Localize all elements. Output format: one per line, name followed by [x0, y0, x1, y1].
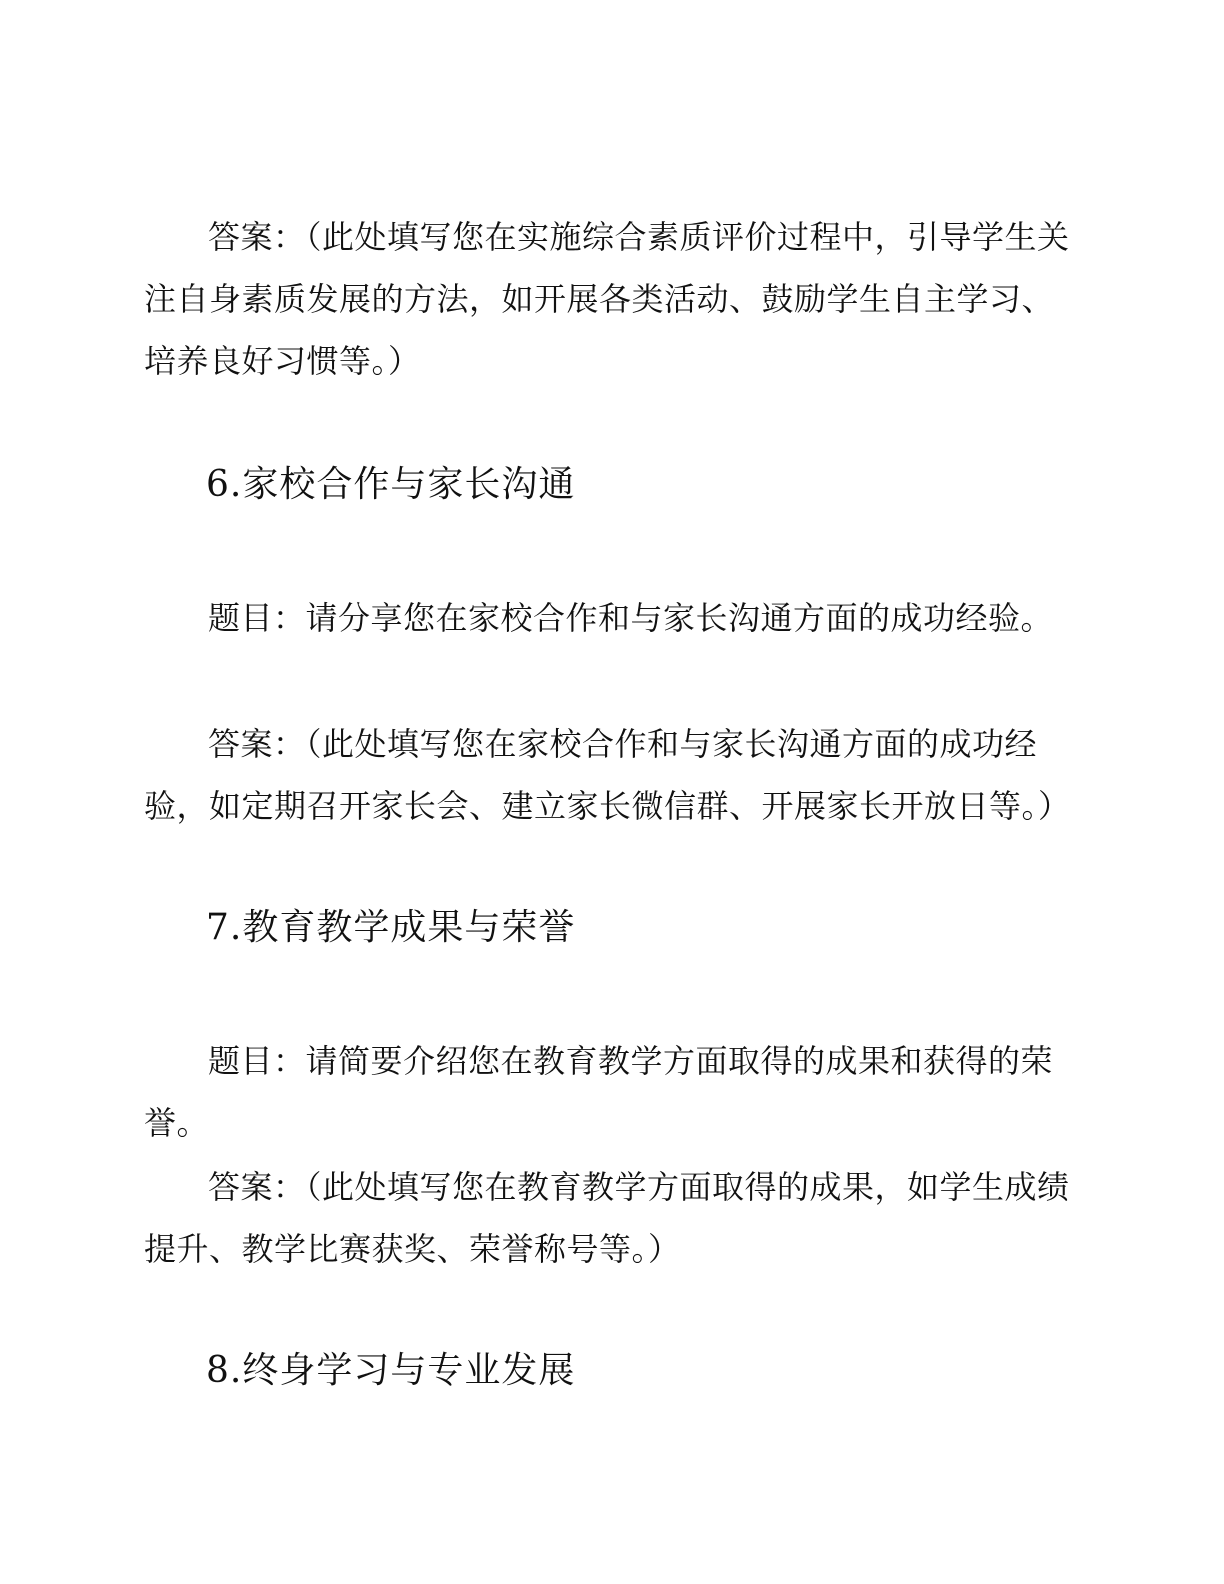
section-heading-7: 7.教育教学成果与荣誉 — [206, 907, 576, 948]
section-heading-8: 8.终身学习与专业发展 — [206, 1350, 576, 1391]
question-paragraph-home-school: 题目：请分享您在家校合作和与家长沟通方面的成功经验。 — [208, 599, 1054, 637]
answer-paragraph-home-school: 答案：（此处填写您在家校合作和与家长沟通方面的成功经验，如定期召开家长会、建立家长微信群、开展家长开放日等。） — [144, 725, 1071, 825]
section-heading-6: 6.家校合作与家长沟通 — [206, 464, 576, 505]
question-paragraph-achievements: 题目：请简要介绍您在教育教学方面取得的成果和获得的荣誉。 — [144, 1042, 1054, 1142]
answer-paragraph-achievements: 答案：（此处填写您在教育教学方面取得的成果，如学生成绩提升、教学比赛获奖、荣誉称号等。） — [144, 1168, 1070, 1268]
answer-paragraph-evaluation: 答案：（此处填写您在实施综合素质评价过程中，引导学生关注自身素质发展的方法，如开展各类活动、鼓励学生自主学习、培养良好习惯等。） — [144, 218, 1070, 380]
